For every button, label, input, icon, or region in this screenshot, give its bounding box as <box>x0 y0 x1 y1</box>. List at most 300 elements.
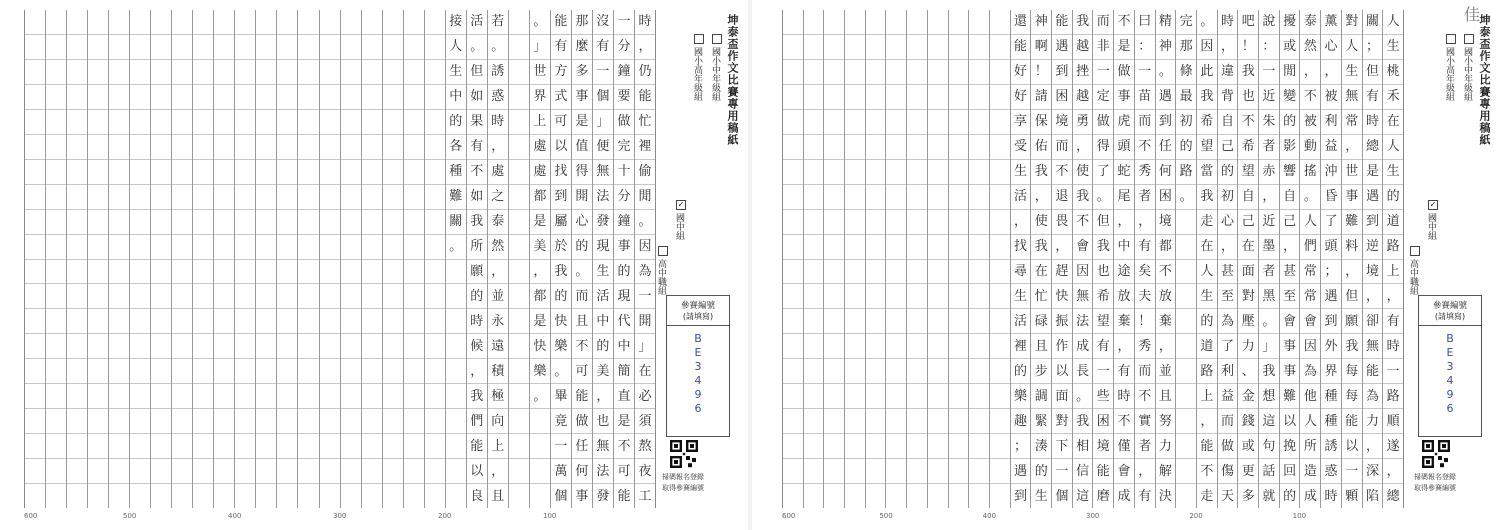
grid-column <box>66 10 87 508</box>
grid-cell: 事 <box>572 483 592 508</box>
grid-column <box>550 10 571 508</box>
category-senior-high[interactable] <box>655 246 668 295</box>
grid-cell: ， <box>1114 209 1134 234</box>
grid-cell <box>130 433 150 458</box>
grid-cell: 可 <box>614 458 634 483</box>
grid-cell <box>214 259 234 284</box>
grid-cell <box>277 333 297 358</box>
grid-cell <box>320 383 340 408</box>
checked-checkbox-icon[interactable]: ✓ <box>677 200 685 209</box>
grid-cell <box>907 433 927 458</box>
grid-cell: 難 <box>446 184 466 209</box>
qr-code-icon[interactable] <box>1422 440 1450 468</box>
grid-cell <box>256 433 276 458</box>
grid-cell <box>990 433 1010 458</box>
grid-cell <box>949 458 969 483</box>
grid-cell <box>362 34 382 59</box>
grid-cell: 的 <box>446 109 466 134</box>
category-elementary-high[interactable] <box>1443 34 1456 101</box>
grid-cell <box>928 109 948 134</box>
grid-column <box>1362 10 1383 508</box>
grid-cell: 以 <box>1052 358 1072 383</box>
grid-cell: 困 <box>1093 408 1113 433</box>
count-mark: 100 <box>1292 512 1307 520</box>
grid-cell: 的 <box>614 259 634 284</box>
grid-cell: 遇 <box>1052 34 1072 59</box>
grid-cell <box>46 458 66 483</box>
grid-column <box>129 10 150 508</box>
grid-cell <box>804 358 824 383</box>
grid-cell <box>907 209 927 234</box>
grid-cell: 須 <box>635 408 655 433</box>
grid-cell <box>109 84 129 109</box>
grid-cell <box>298 159 318 184</box>
grid-cell <box>804 59 824 84</box>
grid-cell: 。 <box>1259 308 1279 333</box>
grid-cell <box>804 34 824 59</box>
grid-cell: 能 <box>1055 14 1069 30</box>
grid-cell: 我 <box>1031 159 1051 184</box>
grid-cell <box>446 358 466 383</box>
grid-cell <box>949 109 969 134</box>
grid-cell: 因 <box>1300 333 1320 358</box>
grid-cell: 人 <box>1197 259 1217 284</box>
grid-cell: 。 <box>1200 14 1214 30</box>
grid-cell <box>969 209 989 234</box>
grid-cell <box>341 59 361 84</box>
grid-cell: 違 <box>1218 59 1238 84</box>
grid-cell: 成 <box>1114 483 1134 508</box>
grid-cell: 擾 <box>1283 14 1297 30</box>
category-senior-high[interactable] <box>1407 246 1420 295</box>
grid-cell <box>88 483 108 508</box>
grid-cell <box>256 184 276 209</box>
grid-cell <box>404 10 424 34</box>
grid-cell: 事 <box>1280 358 1300 383</box>
grid-cell: 種 <box>1321 383 1341 408</box>
grid-cell: 沖 <box>1321 159 1341 184</box>
grid-cell <box>88 109 108 134</box>
grid-cell <box>425 109 445 134</box>
grid-cell: 回 <box>1280 458 1300 483</box>
grid-cell: 法 <box>1073 308 1093 333</box>
grid-cell <box>404 458 424 483</box>
grid-cell: 能 <box>1342 408 1362 433</box>
grid-cell <box>277 433 297 458</box>
grid-cell: 影 <box>1280 134 1300 159</box>
count-mark: 400 <box>228 512 242 520</box>
checkbox-icon[interactable] <box>1446 34 1456 44</box>
grid-cell: 任 <box>1156 134 1176 159</box>
checkbox-icon[interactable] <box>1410 246 1420 256</box>
grid-cell <box>425 333 445 358</box>
grid-cell: 勇 <box>1073 109 1093 134</box>
grid-cell: 仍 <box>635 59 655 84</box>
grid-cell <box>256 383 276 408</box>
grid-cell <box>509 134 529 159</box>
category-elementary-mid[interactable] <box>709 34 722 101</box>
grid-cell <box>256 34 276 59</box>
grid-cell <box>67 483 87 508</box>
grid-cell: 」 <box>1259 333 1279 358</box>
grid-cell: 有 <box>1093 333 1113 358</box>
grid-cell <box>88 259 108 284</box>
grid-column <box>424 10 445 508</box>
grid-cell <box>130 209 150 234</box>
grid-cell <box>214 408 234 433</box>
grid-cell <box>67 458 87 483</box>
grid-cell: 總 <box>1383 483 1403 508</box>
grid-cell <box>866 184 886 209</box>
grid-cell <box>509 433 529 458</box>
grid-cell <box>866 259 886 284</box>
grid-cell <box>845 59 865 84</box>
grid-cell: 」 <box>530 34 550 59</box>
grid-cell <box>804 134 824 159</box>
grid-cell: 利 <box>1321 109 1341 134</box>
grid-cell: 無 <box>1363 333 1383 358</box>
checkbox-icon[interactable] <box>712 34 722 44</box>
grid-cell: 的 <box>551 283 571 308</box>
grid-cell: 也 <box>593 408 613 433</box>
grid-cell <box>509 483 529 508</box>
grid-cell <box>824 433 844 458</box>
grid-cell <box>928 383 948 408</box>
grid-cell: 樂 <box>1011 383 1031 408</box>
grid-cell: 路 <box>1197 358 1217 383</box>
grid-cell: 必 <box>635 383 655 408</box>
grid-cell: 多 <box>1238 483 1258 508</box>
grid-cell <box>383 34 403 59</box>
grid-cell: 赤 <box>1259 159 1279 184</box>
grid-cell <box>341 333 361 358</box>
grid-column <box>1051 10 1072 508</box>
grid-cell: 每 <box>1342 383 1362 408</box>
grid-cell <box>341 358 361 383</box>
scan-line-register: 掃碼報名登錄 <box>662 473 704 481</box>
entry-id-code: BE3496 <box>691 332 705 416</box>
grid-cell <box>320 259 340 284</box>
grid-cell <box>320 433 340 458</box>
grid-cell <box>320 134 340 159</box>
grid-cell <box>298 458 318 483</box>
grid-cell: 難 <box>1280 383 1300 408</box>
grid-cell <box>193 408 213 433</box>
grid-column <box>508 10 529 508</box>
grid-cell: 上 <box>1197 383 1217 408</box>
grid-cell <box>969 408 989 433</box>
grid-cell: 的 <box>1197 308 1217 333</box>
grid-cell: 金 <box>1238 383 1258 408</box>
left-sheet <box>0 0 748 530</box>
grid-cell <box>151 109 171 134</box>
grid-cell <box>46 34 66 59</box>
grid-cell: 我 <box>1197 84 1217 109</box>
grid-cell <box>949 184 969 209</box>
grid-cell <box>109 308 129 333</box>
grid-cell: 一 <box>1259 59 1279 84</box>
category-label: 國中組 <box>674 213 684 240</box>
grid-cell <box>151 283 171 308</box>
category-junior-high[interactable] <box>673 200 686 240</box>
grid-column <box>276 10 297 508</box>
grid-cell <box>990 34 1010 59</box>
grid-cell: 忙 <box>1031 283 1051 308</box>
grid-cell: 句 <box>1259 433 1279 458</box>
grid-cell <box>214 458 234 483</box>
grid-cell: 如 <box>467 184 487 209</box>
grid-cell: 時 <box>638 14 652 30</box>
grid-cell <box>383 408 403 433</box>
grid-cell <box>824 259 844 284</box>
checkbox-icon[interactable] <box>658 246 668 256</box>
grid-cell: 們 <box>467 408 487 433</box>
grid-cell <box>824 10 844 34</box>
sheet-title: 坤泰盃作文比賽專用稿紙 <box>1478 14 1491 146</box>
grid-cell <box>256 234 276 259</box>
grid-cell <box>341 458 361 483</box>
grid-cell: 他 <box>1300 383 1320 408</box>
category-label: 國小中年級組 <box>710 47 720 101</box>
grid-cell <box>783 259 803 284</box>
grid-cell <box>886 483 906 508</box>
grid-cell <box>172 333 192 358</box>
grid-cell: 神 <box>1034 14 1048 30</box>
grid-cell: 不 <box>467 159 487 184</box>
grid-cell <box>969 483 989 508</box>
grid-cell: 一 <box>1342 458 1362 483</box>
grid-cell: 快 <box>551 308 571 333</box>
grid-cell: 中 <box>614 333 634 358</box>
grid-cell <box>362 483 382 508</box>
grid-cell <box>404 483 424 508</box>
grid-cell <box>362 134 382 159</box>
grid-cell <box>172 283 192 308</box>
checkbox-icon[interactable] <box>1464 34 1474 44</box>
grid-cell: 惑 <box>488 84 508 109</box>
grid-cell <box>990 109 1010 134</box>
grid-column <box>1217 10 1238 508</box>
grid-cell <box>277 109 297 134</box>
grid-cell: 為 <box>1218 308 1238 333</box>
grid-cell <box>277 483 297 508</box>
grid-cell <box>67 308 87 333</box>
grid-cell <box>845 408 865 433</box>
grid-cell: 陷 <box>1363 483 1383 508</box>
grid-cell <box>362 209 382 234</box>
grid-cell <box>1176 283 1196 308</box>
grid-cell <box>383 10 403 34</box>
grid-cell: ， <box>1383 283 1403 308</box>
grid-cell <box>990 234 1010 259</box>
grid-cell: 天 <box>1218 483 1238 508</box>
grid-cell <box>845 109 865 134</box>
grid-cell <box>235 134 255 159</box>
grid-cell <box>990 209 1010 234</box>
grid-cell <box>151 308 171 333</box>
grid-cell: 路 <box>1176 159 1196 184</box>
grid-cell <box>949 483 969 508</box>
grid-column <box>255 10 276 508</box>
count-mark: 600 <box>782 512 796 520</box>
grid-cell <box>25 283 45 308</box>
grid-cell: 好 <box>1011 84 1031 109</box>
grid-cell <box>172 34 192 59</box>
count-mark: 600 <box>24 512 38 520</box>
grid-column <box>783 10 803 508</box>
grid-column <box>466 10 487 508</box>
grid-cell <box>804 10 824 34</box>
grid-cell: 自 <box>1280 184 1300 209</box>
grid-cell <box>530 433 550 458</box>
grid-cell: 開 <box>572 184 592 209</box>
grid-cell <box>969 358 989 383</box>
grid-cell <box>320 109 340 134</box>
grid-cell <box>362 184 382 209</box>
grid-cell <box>907 458 927 483</box>
grid-cell: 果 <box>467 109 487 134</box>
grid-cell <box>804 259 824 284</box>
grid-cell: 遇 <box>1011 458 1031 483</box>
grid-cell: ！ <box>1135 308 1155 333</box>
grid-cell: 能 <box>1011 34 1031 59</box>
grid-cell: 啊 <box>1031 34 1051 59</box>
grid-cell: 。 <box>635 209 655 234</box>
grid-cell <box>1176 458 1196 483</box>
grid-cell <box>46 358 66 383</box>
grid-cell: 。 <box>1073 383 1093 408</box>
grid-cell: 極 <box>488 383 508 408</box>
grid-cell <box>969 333 989 358</box>
checked-checkbox-icon[interactable]: ✓ <box>1429 200 1437 209</box>
grid-cell: 都 <box>1156 234 1176 259</box>
grid-cell <box>530 458 550 483</box>
grid-cell <box>969 184 989 209</box>
grid-cell <box>341 283 361 308</box>
grid-cell <box>235 184 255 209</box>
grid-cell <box>990 458 1010 483</box>
grid-cell <box>530 483 550 508</box>
grid-cell <box>109 408 129 433</box>
grid-cell: 放 <box>1114 283 1134 308</box>
grid-cell: 界 <box>1321 358 1341 383</box>
grid-cell <box>362 458 382 483</box>
grid-cell <box>46 109 66 134</box>
grid-cell <box>824 134 844 159</box>
grid-cell: 境 <box>1093 433 1113 458</box>
grid-cell: 有 <box>1383 308 1403 333</box>
grid-cell <box>824 358 844 383</box>
grid-cell: 不 <box>1135 134 1155 159</box>
grid-cell: 而 <box>1096 14 1110 30</box>
grid-cell: 造 <box>1300 458 1320 483</box>
grid-cell: 有 <box>1114 358 1134 383</box>
category-junior-high[interactable] <box>1425 200 1438 240</box>
grid-cell: 昏 <box>1321 184 1341 209</box>
grid-cell <box>256 209 276 234</box>
grid-cell <box>362 10 382 34</box>
grid-cell <box>783 134 803 159</box>
category-elementary-mid[interactable] <box>1461 34 1474 101</box>
category-elementary-high[interactable] <box>691 34 704 101</box>
grid-cell: 有 <box>1135 483 1155 508</box>
checkbox-icon[interactable] <box>694 34 704 44</box>
qr-code-icon[interactable] <box>670 440 698 468</box>
grid-cell <box>509 10 529 34</box>
grid-cell <box>404 259 424 284</box>
grid-cell: 越 <box>1073 34 1093 59</box>
grid-cell <box>172 358 192 383</box>
grid-cell: 有 <box>1363 84 1383 109</box>
grid-cell: 近 <box>1259 84 1279 109</box>
grid-cell: 碌 <box>1031 308 1051 333</box>
grid-cell <box>804 209 824 234</box>
grid-cell <box>25 109 45 134</box>
grid-column <box>340 10 361 508</box>
grid-cell <box>928 259 948 284</box>
grid-cell: 且 <box>1156 383 1176 408</box>
grid-cell <box>341 10 361 34</box>
grid-cell: 能 <box>614 483 634 508</box>
grid-cell <box>1176 433 1196 458</box>
writing-grid-left <box>24 10 656 508</box>
grid-cell: 的 <box>1280 483 1300 508</box>
grid-cell: 心 <box>1321 34 1341 59</box>
grid-cell: 希 <box>1093 283 1113 308</box>
grid-cell <box>25 308 45 333</box>
grid-cell <box>969 283 989 308</box>
grid-cell: 人 <box>1342 34 1362 59</box>
grid-cell <box>949 209 969 234</box>
grid-cell: 佑 <box>1031 134 1051 159</box>
grid-cell: 。 <box>551 358 571 383</box>
grid-cell: 常 <box>1300 259 1320 284</box>
grid-cell <box>446 458 466 483</box>
grid-cell: 利 <box>1218 358 1238 383</box>
grid-cell: 請 <box>1031 84 1051 109</box>
grid-cell: 然 <box>1300 34 1320 59</box>
grid-cell: 人 <box>446 34 466 59</box>
grid-cell: 關 <box>1365 14 1379 30</box>
grid-column <box>108 10 129 508</box>
grid-cell <box>928 134 948 159</box>
grid-cell: 境 <box>1363 259 1383 284</box>
grid-cell <box>193 109 213 134</box>
grid-cell <box>990 283 1010 308</box>
grid-cell: 但 <box>1093 209 1113 234</box>
grid-cell: 者 <box>1259 134 1279 159</box>
grid-cell <box>256 134 276 159</box>
grid-column <box>989 10 1010 508</box>
grid-cell <box>46 383 66 408</box>
grid-cell <box>235 234 255 259</box>
grid-cell <box>446 333 466 358</box>
grid-cell: 或 <box>1280 34 1300 59</box>
grid-cell <box>193 59 213 84</box>
grid-cell: 以 <box>1280 408 1300 433</box>
grid-cell: 在 <box>1197 234 1217 259</box>
grid-cell <box>109 184 129 209</box>
grid-cell <box>109 109 129 134</box>
grid-cell <box>404 184 424 209</box>
grid-cell: 忙 <box>635 109 655 134</box>
category-label: 高中職組 <box>656 259 666 295</box>
scan-line-id: 取得參賽編號 <box>662 484 704 492</box>
grid-column <box>1341 10 1362 508</box>
grid-cell <box>46 234 66 259</box>
grid-cell <box>151 259 171 284</box>
grid-cell: 這 <box>1073 483 1093 508</box>
